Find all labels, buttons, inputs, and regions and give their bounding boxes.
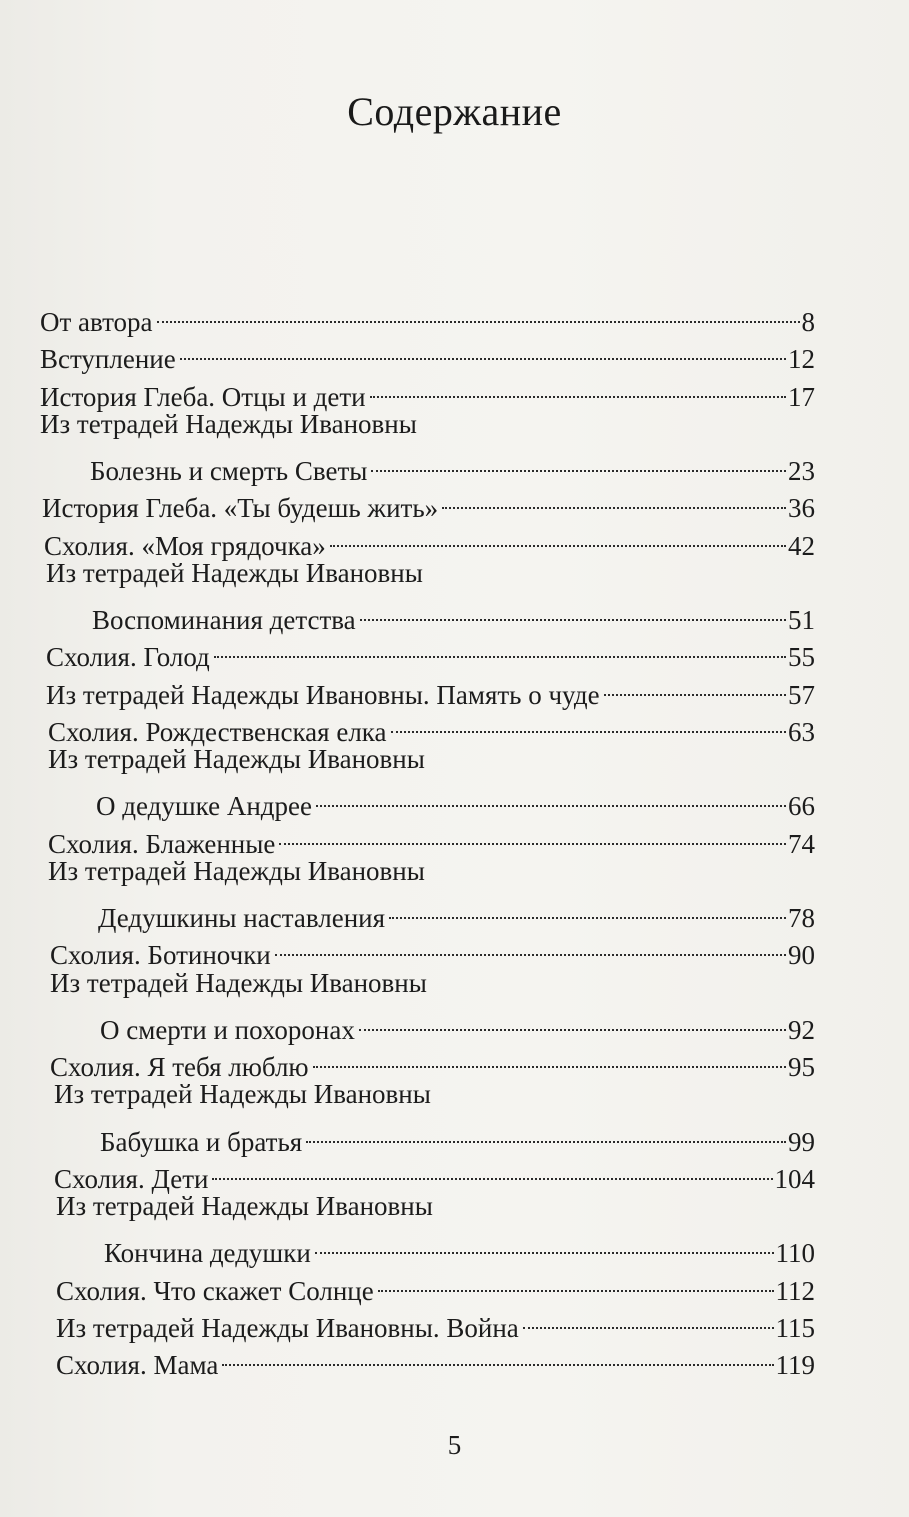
toc-entry-title: Бабушка и братья xyxy=(100,1126,303,1157)
dot-leader xyxy=(180,330,786,368)
toc-entry-title: Схолия. Мама xyxy=(56,1350,219,1380)
toc-entry-page: 110 xyxy=(775,1238,815,1269)
toc-entry-title: О дедушке Андрее xyxy=(96,791,312,822)
toc-entry-page: 74 xyxy=(788,828,815,859)
toc-entry xyxy=(42,479,815,524)
toc-entry-page: 36 xyxy=(788,493,815,524)
toc-section-heading xyxy=(54,1075,815,1113)
dot-leader xyxy=(523,1299,774,1337)
toc-entry-title: Из тетрадей Надежды Ивановны xyxy=(54,1079,431,1110)
toc-entry xyxy=(48,703,815,747)
toc-entry-page: 112 xyxy=(775,1275,815,1306)
toc-entry-title: История Глеба. Отцы и дети xyxy=(40,381,366,412)
toc-section-heading xyxy=(50,964,815,1002)
dot-leader xyxy=(389,889,786,927)
toc-entry-title: Из тетрадей Надежды Ивановны xyxy=(40,408,417,439)
toc-entry-title: Из тетрадей Надежды Ивановны xyxy=(48,744,425,774)
toc-section-heading xyxy=(46,554,815,592)
toc-entry-title: О смерти и похоронах xyxy=(100,1014,355,1045)
dot-leader xyxy=(316,777,786,815)
toc-entry-title: Схолия. «Моя грядочка» xyxy=(44,530,326,561)
toc-entry xyxy=(104,1224,815,1269)
toc-entry-page: 119 xyxy=(775,1350,815,1380)
toc-entry xyxy=(100,1113,815,1157)
toc-entry-title: Из тетрадей Надежды Ивановны. Память о чуде xyxy=(46,679,600,710)
toc-entry xyxy=(100,1001,815,1045)
toc-entry xyxy=(54,1150,815,1194)
toc-entry xyxy=(46,628,815,673)
toc-entry-title: История Глеба. «Ты будешь жить» xyxy=(42,493,439,524)
toc-entry-page: 90 xyxy=(788,940,815,971)
dot-leader xyxy=(360,591,786,629)
toc-entry-page: 63 xyxy=(788,716,815,747)
dot-leader xyxy=(212,1150,772,1188)
toc-entry-page: 99 xyxy=(788,1126,815,1157)
toc-entry-title: Схолия. Голод xyxy=(46,642,210,673)
toc-entry-page: 95 xyxy=(788,1052,815,1082)
toc-entry xyxy=(40,293,815,337)
dot-leader xyxy=(313,1038,786,1076)
toc-entry-title: Дедушкины наставления xyxy=(98,903,386,933)
toc-entry-page: 115 xyxy=(775,1312,815,1343)
toc-section-heading xyxy=(40,405,815,443)
toc-entry xyxy=(92,591,815,635)
toc-entry-page: 23 xyxy=(788,456,815,486)
toc-entry-page: 51 xyxy=(788,605,815,635)
page-number: 5 xyxy=(447,1430,462,1460)
toc-entry-page: 17 xyxy=(788,381,815,412)
dot-leader xyxy=(370,368,786,406)
dot-leader xyxy=(214,628,786,666)
toc-entry xyxy=(90,442,815,486)
toc-entry xyxy=(56,1262,815,1306)
toc-entry xyxy=(40,368,815,412)
dot-leader xyxy=(306,1113,786,1151)
toc-section-heading xyxy=(56,1187,815,1225)
toc-entry-title: Из тетрадей Надежды Ивановны xyxy=(48,855,425,886)
toc-entry xyxy=(56,1336,815,1380)
dot-leader xyxy=(371,442,786,480)
toc-entry xyxy=(96,777,815,822)
dot-leader xyxy=(442,479,786,517)
dot-leader xyxy=(275,926,786,964)
toc-entry-title: Вступление xyxy=(40,344,176,375)
page-title: Содержание xyxy=(347,89,562,134)
toc-entry-title: Схолия. Рождественская елка xyxy=(48,716,387,747)
dot-leader xyxy=(279,815,786,853)
toc-entry-page: 12 xyxy=(788,344,815,375)
toc-entry-page: 42 xyxy=(788,530,815,561)
toc-entry-title: Воспоминания детства xyxy=(92,605,356,635)
dot-leader xyxy=(315,1224,774,1262)
dot-leader xyxy=(330,517,786,555)
toc-entry xyxy=(98,889,815,933)
toc-entry-page: 104 xyxy=(774,1163,815,1194)
toc-entry-title: Болезнь и смерть Светы xyxy=(90,456,368,486)
toc-section-heading xyxy=(48,740,815,778)
toc-entry-title: Из тетрадей Надежды Ивановны xyxy=(46,557,423,588)
toc-entry-title: Из тетрадей Надежды Ивановны xyxy=(50,967,427,998)
toc-entry-title: От автора xyxy=(40,307,153,337)
toc-entry xyxy=(44,517,815,561)
toc-entry-title: Схолия. Я тебя люблю xyxy=(50,1052,309,1082)
toc-entry xyxy=(40,330,815,375)
toc-entry-page: 66 xyxy=(788,791,815,822)
toc-entry-page: 55 xyxy=(788,642,815,673)
toc-entry-page: 8 xyxy=(801,307,815,337)
dot-leader xyxy=(391,703,787,741)
toc-entry-title: Из тетрадей Надежды Ивановны. Война xyxy=(56,1312,519,1343)
dot-leader xyxy=(157,293,800,331)
toc-entry-page: 78 xyxy=(788,903,815,933)
toc-entry-title: Кончина дедушки xyxy=(104,1238,311,1269)
toc-entry xyxy=(56,1299,815,1343)
dot-leader xyxy=(359,1001,786,1039)
toc-entry-title: Схолия. Что скажет Солнце xyxy=(56,1275,374,1306)
toc-entry xyxy=(46,666,815,710)
toc-entry xyxy=(50,926,815,971)
toc-entry xyxy=(50,1038,815,1082)
toc-entry-page: 57 xyxy=(788,679,815,710)
dot-leader xyxy=(222,1336,773,1374)
toc-entry-title: Схолия. Ботиночки xyxy=(50,940,271,971)
toc-section-heading xyxy=(48,852,815,890)
toc-entry-page: 92 xyxy=(788,1014,815,1045)
toc-entry-title: Схолия. Блаженные xyxy=(48,828,276,859)
toc-entry-title: Схолия. Дети xyxy=(54,1163,209,1194)
dot-leader xyxy=(378,1262,774,1300)
toc-entry xyxy=(48,815,815,859)
toc-entry-title: Из тетрадей Надежды Ивановны xyxy=(56,1191,433,1221)
dot-leader xyxy=(604,666,786,704)
